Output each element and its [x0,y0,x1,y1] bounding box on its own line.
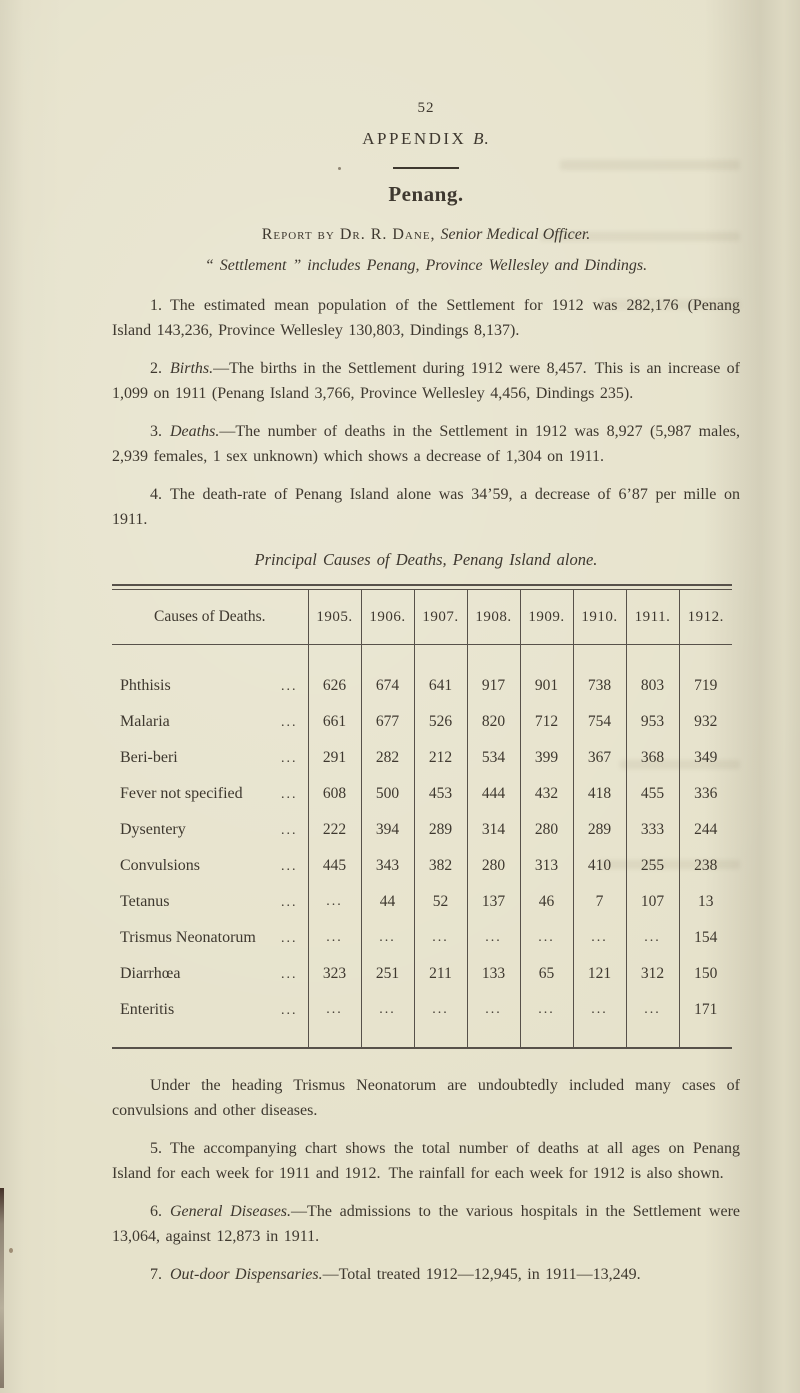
value-cell: 291 [308,740,361,776]
appendix-letter: B. [473,129,490,148]
value-cell: 399 [520,740,573,776]
dot-leader: ... [281,751,298,766]
table-row-beri-beri [112,740,732,776]
report-byline [112,226,740,244]
value-cell: 712 [520,704,573,740]
paragraph-segment: 1. The estimated mean population of the Settlement for 1912 was 282,176 (Penang Island 143,236, Province Wellesley 130,803, Dindings 8,137). [112,297,740,339]
paragraph-italic-segment: Deaths. [170,423,220,440]
value-cell: 13 [679,884,732,920]
dot-leader: ... [281,715,298,730]
paragraph-segment: —The admissions to the various hospitals in the Settlement were 13,064, against 12,873 in 1911. [112,1203,741,1245]
value-cell: 323 [308,956,361,992]
value-cell: 754 [573,704,626,740]
table-row-diarrh-a [112,956,732,992]
value-cell: 432 [520,776,573,812]
page-number: 52 [417,100,435,116]
value-cell: 52 [414,884,467,920]
year-column-header: 1905. [308,590,361,645]
paragraph-6-general-diseases [112,1199,740,1249]
value-cell: 282 [361,740,414,776]
value-cell: 382 [414,848,467,884]
page-title: Penang. [388,182,464,206]
dot-leader: ... [281,823,298,838]
table-row-trismus-neonatorum [112,920,732,956]
paragraph-2-births [112,356,740,406]
value-cell: 46 [520,884,573,920]
year-column-header: 1909. [520,590,573,645]
value-cell: 367 [573,740,626,776]
table-row-phthisis [112,645,732,705]
value-cell: 526 [414,704,467,740]
paper-speck [9,1248,13,1253]
value-cell: 820 [467,704,520,740]
divider-rule [393,167,459,169]
value-cell: 738 [573,645,626,705]
value-cell: 932 [679,704,732,740]
value-cell: 901 [520,645,573,705]
value-cell: 500 [361,776,414,812]
value-cell: 953 [626,704,679,740]
value-cell: ... [573,992,626,1048]
paragraph-segment: 7. [150,1266,170,1283]
value-cell: 222 [308,812,361,848]
cause-label: Malaria [120,713,170,730]
value-cell: ... [573,920,626,956]
value-cell: 410 [573,848,626,884]
value-cell: 674 [361,645,414,705]
value-cell: ... [520,992,573,1048]
value-cell: ... [520,920,573,956]
value-cell: 312 [626,956,679,992]
cause-label: Convulsions [120,857,201,874]
cause-label: Phthisis [120,677,171,694]
value-cell: 171 [679,992,732,1048]
cause-cell [112,704,308,740]
settlement-definition: “ Settlement ” includes Penang, Province Wellesley and Dindings. [204,257,648,274]
paragraph-5-chart [112,1136,740,1186]
value-cell: ... [414,920,467,956]
value-cell: 368 [626,740,679,776]
paragraph-segment: 3. [150,423,170,440]
dot-leader: ... [281,967,298,982]
table-row-enteritis [112,992,732,1048]
report-officer-title: Senior Medical Officer. [440,226,591,243]
year-column-header: 1912. [679,590,732,645]
value-cell: 343 [361,848,414,884]
cause-cell [112,645,308,705]
paragraph-italic-segment: Births. [170,360,214,377]
report-author: Report by Dr. R. Dane, [261,226,441,243]
table-header-row [112,590,732,645]
dot-leader: ... [281,895,298,910]
cause-label: Beri-beri [120,749,178,766]
value-cell: 444 [467,776,520,812]
paragraph-segment: 4. The death-rate of Penang Island alone was 34’59, a decrease of 6’87 per mille on 1911. [112,486,740,528]
dot-leader: ... [281,931,298,946]
cause-label: Enteritis [120,1001,175,1018]
page-content [112,0,740,1287]
value-cell: 107 [626,884,679,920]
value-cell: 917 [467,645,520,705]
cause-cell [112,920,308,956]
value-cell: 255 [626,848,679,884]
table-row-fever-not-specified [112,776,732,812]
paragraph-1-population [112,293,740,343]
value-cell: ... [361,920,414,956]
causes-column-header: Causes of Deaths. [112,590,308,645]
book-binding-edge [0,1188,4,1388]
cause-cell [112,992,308,1048]
cause-cell [112,776,308,812]
cause-cell [112,884,308,920]
value-cell: 608 [308,776,361,812]
dot-leader: ... [281,1003,298,1018]
value-cell: 626 [308,645,361,705]
value-cell: 280 [520,812,573,848]
cause-cell [112,812,308,848]
dot-leader: ... [281,787,298,802]
paragraph-4-death-rate [112,482,740,532]
value-cell: 238 [679,848,732,884]
paragraph-segment: —The number of deaths in the Settlement in 1912 was 8,927 (5,987 males, 2,939 females, 1 sex unknown) which shows a decrease of 1,304 on 1911. [112,423,740,465]
value-cell: 803 [626,645,679,705]
paragraph-3-deaths [112,419,740,469]
value-cell: ... [414,992,467,1048]
cause-cell [112,740,308,776]
value-cell: ... [308,992,361,1048]
year-column-header: 1910. [573,590,626,645]
value-cell: ... [361,992,414,1048]
value-cell: 65 [520,956,573,992]
value-cell: 289 [573,812,626,848]
year-column-header: 1906. [361,590,414,645]
value-cell: 314 [467,812,520,848]
value-cell: 289 [414,812,467,848]
cause-label: Trismus Neonatorum [120,929,256,946]
table-row-malaria [112,704,732,740]
paragraph-segment: 5. The accompanying chart shows the total number of deaths at all ages on Penang Island for each week for 1911 and 1912. The rainfall for each week for 1912 is also shown. [112,1140,740,1182]
value-cell: 455 [626,776,679,812]
paragraph-7-dispensaries [112,1262,740,1287]
cause-cell [112,848,308,884]
table-footnote: Under the heading Trismus Neonatorum are undoubtedly included many cases of convulsions and other diseases. [112,1077,740,1119]
value-cell: 445 [308,848,361,884]
value-cell: 336 [679,776,732,812]
value-cell: ... [467,920,520,956]
appendix-heading [112,129,740,149]
paragraph-segment: —The births in the Settlement during 1912 were 8,457. This is an increase of 1,099 on 1911 (Penang Island 3,766, Province Wellesley 4,456, Dindings 235). [112,360,740,402]
year-column-header: 1907. [414,590,467,645]
value-cell: 349 [679,740,732,776]
value-cell: 244 [679,812,732,848]
value-cell: 212 [414,740,467,776]
value-cell: 137 [467,884,520,920]
table-row-tetanus [112,884,732,920]
value-cell: 121 [573,956,626,992]
value-cell: 418 [573,776,626,812]
year-column-header: 1908. [467,590,520,645]
cause-label: Tetanus [120,893,170,910]
value-cell: 534 [467,740,520,776]
value-cell: 7 [573,884,626,920]
cause-label: Dysentery [120,821,186,838]
paragraph-segment: —Total treated 1912—12,945, in 1911—13,249. [322,1266,641,1283]
value-cell: ... [467,992,520,1048]
value-cell: 211 [414,956,467,992]
year-column-header: 1911. [626,590,679,645]
value-cell: ... [626,992,679,1048]
value-cell: 150 [679,956,732,992]
value-cell: ... [626,920,679,956]
value-cell: 313 [520,848,573,884]
paragraph-italic-segment: General Diseases. [170,1203,292,1220]
causes-of-deaths-table [112,584,732,1049]
value-cell: 280 [467,848,520,884]
value-cell: 251 [361,956,414,992]
value-cell: 453 [414,776,467,812]
table-title: Principal Causes of Deaths, Penang Island alone. [254,550,598,569]
value-cell: 394 [361,812,414,848]
value-cell: 641 [414,645,467,705]
value-cell: 661 [308,704,361,740]
paragraph-italic-segment: Out-door Dispensaries. [170,1266,323,1283]
value-cell: 133 [467,956,520,992]
appendix-word: APPENDIX [362,129,474,148]
value-cell: ... [308,920,361,956]
value-cell: 719 [679,645,732,705]
value-cell: 154 [679,920,732,956]
dot-leader: ... [281,679,298,694]
cause-label: Diarrhœa [120,965,181,982]
table-row-convulsions [112,848,732,884]
value-cell: ... [308,884,361,920]
paragraph-segment: 2. [150,360,170,377]
value-cell: 44 [361,884,414,920]
value-cell: 333 [626,812,679,848]
cause-cell [112,956,308,992]
cause-label: Fever not specified [120,785,243,802]
value-cell: 677 [361,704,414,740]
table-row-dysentery [112,812,732,848]
dot-leader: ... [281,859,298,874]
paragraph-segment: 6. [150,1203,170,1220]
